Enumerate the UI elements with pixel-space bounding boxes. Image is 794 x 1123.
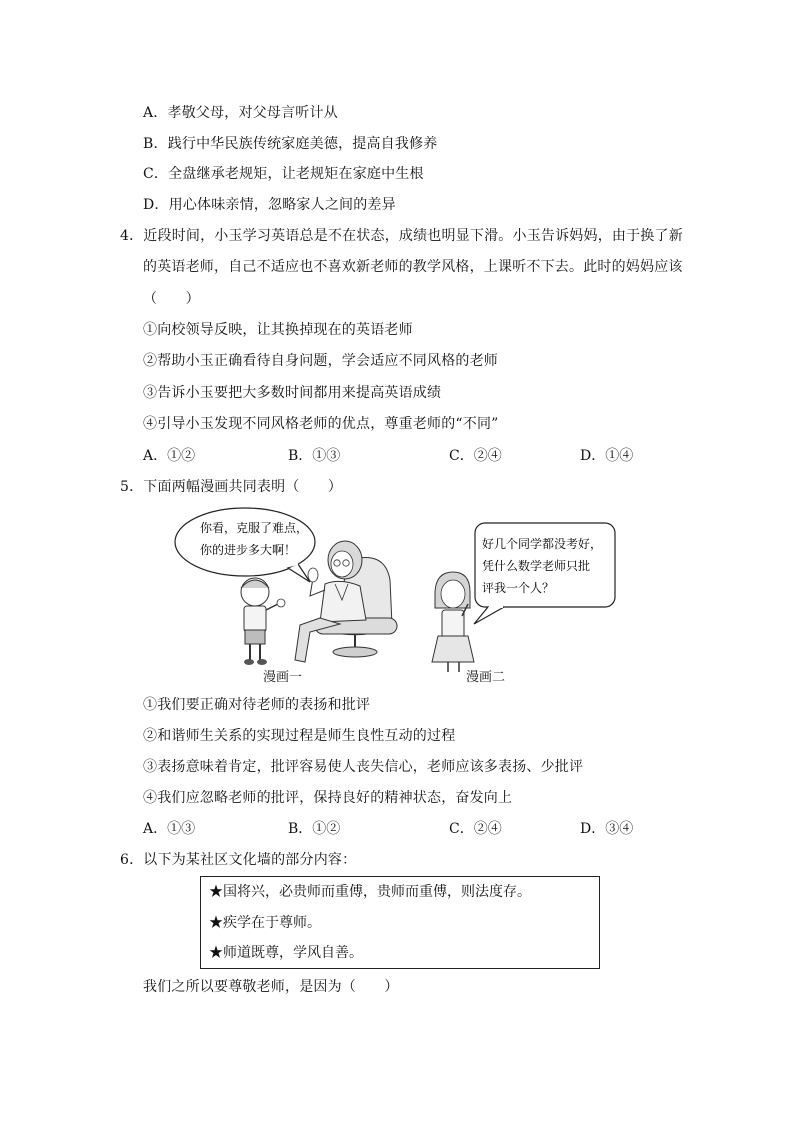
- q4-stem-line2: 的英语老师，自己不适应也不喜欢新老师的教学风格，上课听不下去。此时的妈妈应该: [143, 259, 683, 275]
- q5-choice-c: C．②④: [449, 821, 502, 837]
- q3-option-c: C．全盘继承老规矩，让老规矩在家庭中生根: [143, 166, 424, 182]
- cartoon1-bubble-line2: 你的进步多大啊！: [200, 543, 297, 557]
- q5-choice-a: A．①③: [143, 821, 196, 837]
- quote-2: ★疾学在于尊师。: [209, 915, 321, 931]
- q3-option-a: A．孝敬父母，对父母言听计从: [143, 105, 338, 121]
- cartoon2-bubble-line2: 凭什么数学老师只批: [482, 559, 591, 573]
- q4-stem-line3: （ ）: [143, 291, 200, 307]
- quote-3: ★师道既尊，学风自善。: [209, 945, 363, 961]
- cartoon2-speech-bubble: [474, 523, 615, 624]
- cartoon1-speech-bubble: [175, 508, 315, 582]
- culture-wall-quote-box: [200, 876, 600, 969]
- q6-question: 我们之所以要尊敬老师，是因为（ ）: [143, 979, 399, 995]
- q5-item-4: ④我们应忽略老师的批评，保持良好的精神状态，奋发向上: [143, 790, 513, 806]
- q4-item-2: ②帮助小玉正确看待自身问题，学会适应不同风格的老师: [143, 353, 498, 369]
- q4-choice-b: B．①③: [288, 448, 341, 464]
- cartoon1-caption: 漫画一: [263, 670, 303, 685]
- q4-item-1: ①向校领导反映，让其换掉现在的英语老师: [143, 322, 413, 338]
- q5-item-2: ②和谐师生关系的实现过程是师生良性互动的过程: [143, 728, 456, 744]
- q3-option-b: B．践行中华民族传统家庭美德，提高自我修养: [143, 136, 438, 152]
- q5-item-1: ①我们要正确对待老师的表扬和批评: [143, 697, 371, 713]
- cartoon-illustration: [170, 500, 620, 690]
- q6-stem: 6．以下为某社区文化墙的部分内容：: [120, 852, 357, 868]
- girl-figure: [432, 572, 474, 672]
- quote-1: ★国将兴，必贵师而重傅，贵师而重傅，则法度存。: [209, 884, 531, 900]
- cartoon-panel: [170, 500, 620, 690]
- q5-choice-b: B．①②: [288, 821, 341, 837]
- cartoon2-caption: 漫画二: [466, 670, 506, 685]
- cartoon2-bubble-line1: 好几个同学都没考好，: [482, 537, 603, 551]
- q4-stem-line1: 4．近段时间，小玉学习英语总是不在状态，成绩也明显下滑。小玉告诉妈妈，由于换了新: [120, 228, 683, 244]
- q5-item-3: ③表扬意味着肯定，批评容易使人丧失信心，老师应该多表扬、少批评: [143, 759, 584, 775]
- cartoon1-bubble-line1: 你看，克服了难点，: [200, 521, 309, 535]
- q5-stem: 5．下面两幅漫画共同表明（ ）: [120, 479, 343, 495]
- boy-figure: [241, 578, 285, 665]
- q4-choice-c: C．②④: [449, 448, 502, 464]
- q4-choice-a: A．①②: [143, 448, 196, 464]
- q4-item-4: ④引导小玉发现不同风格老师的优点，尊重老师的“不同”: [143, 416, 499, 432]
- q4-choice-d: D．①④: [580, 448, 634, 464]
- cartoon2-bubble-line3: 评我一个人？: [482, 581, 555, 595]
- q3-option-d: D．用心体味亲情，忽略家人之间的差异: [143, 197, 396, 213]
- q4-item-3: ③告诉小玉要把大多数时间都用来提高英语成绩: [143, 385, 442, 401]
- q5-choice-d: D．③④: [580, 821, 634, 837]
